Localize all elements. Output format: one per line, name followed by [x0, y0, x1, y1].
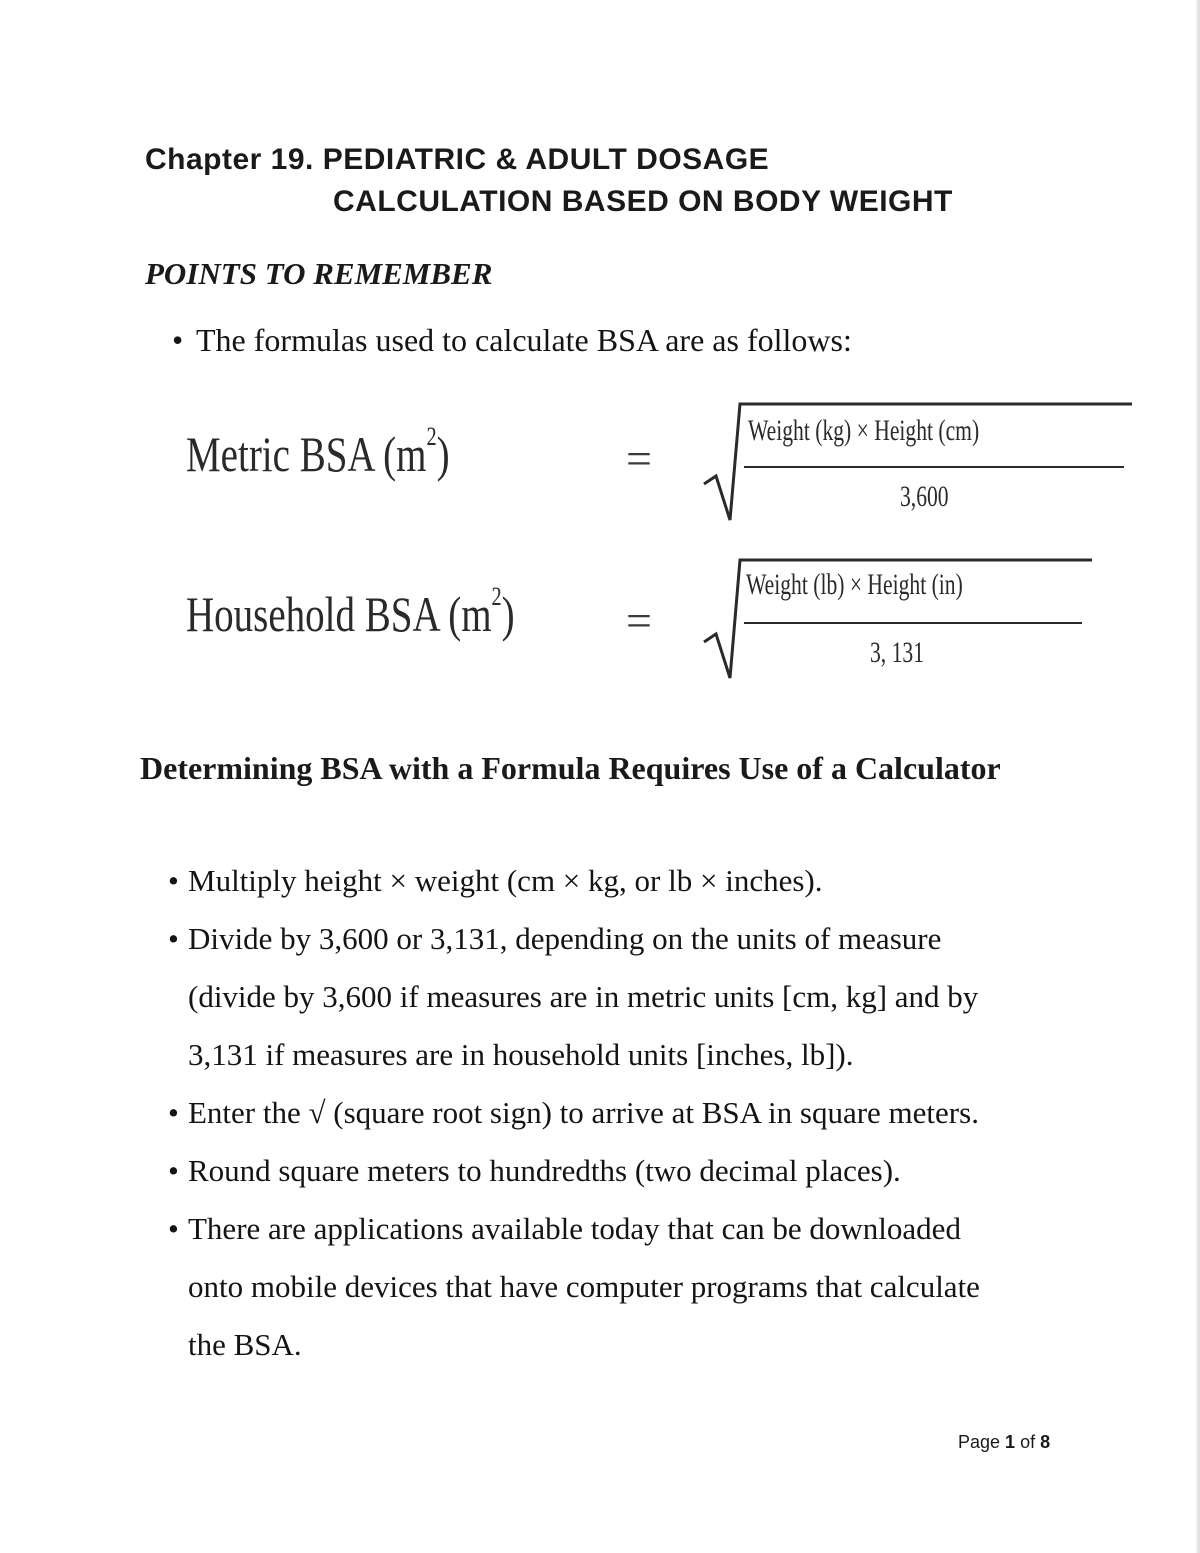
- page-number: Page 1 of 8: [958, 1432, 1051, 1452]
- scan-edge: [1196, 0, 1200, 1553]
- household-denominator: 3, 131: [870, 636, 924, 669]
- chapter-title: [145, 143, 1105, 219]
- bullet-dot: •: [168, 1095, 179, 1130]
- bullet-list: [168, 852, 1068, 1374]
- metric-equals: =: [626, 433, 652, 484]
- bullet-dot: •: [168, 921, 179, 956]
- household-formula-label: Household BSA $(m^2)$: [186, 582, 515, 642]
- list-item: • Round square meters to hundredths (two decimal places).: [168, 1142, 1068, 1200]
- metric-formula-label: Metric BSA $(m^2)$: [186, 422, 450, 482]
- list-item: • Enter the √ (square root sign) to arrive at BSA in square meters.: [168, 1084, 1068, 1142]
- list-item: • Multiply height × weight (cm × kg, or lb × inches).: [168, 852, 1068, 910]
- metric-denominator: 3,600: [900, 480, 949, 513]
- intro-bullet: [172, 322, 852, 359]
- bullet-dot: •: [168, 1211, 179, 1246]
- chapter-title-line2: CALCULATION BASED ON BODY WEIGHT: [333, 185, 953, 218]
- household-numerator: Weight (lb) × Height (in): [746, 568, 963, 601]
- bullet-dot: •: [168, 1153, 179, 1188]
- section-heading: Determining BSA with a Formula Requires Use of a Calculator: [140, 750, 1001, 786]
- list-item: • Divide by 3,600 or 3,131, depending on the units of measure (divide by 3,600 if measures are in metric units [cm, kg] and by 3,131 if measures are in household units [inches, lb]).: [168, 910, 1068, 1084]
- metric-numerator: Weight (kg) × Height (cm): [748, 414, 980, 447]
- household-equals: =: [626, 595, 652, 646]
- bullet-dot: •: [168, 863, 179, 898]
- intro-bullet-text: The formulas used to calculate BSA are as follows:: [196, 322, 852, 358]
- bullet-dot: •: [172, 322, 184, 358]
- points-heading: POINTS TO REMEMBER: [145, 256, 493, 291]
- list-item: • There are applications available today that can be downloaded onto mobile devices that have computer programs that calculate the BSA.: [168, 1200, 1068, 1374]
- chapter-title-line1: Chapter 19. PEDIATRIC & ADULT DOSAGE: [145, 143, 770, 176]
